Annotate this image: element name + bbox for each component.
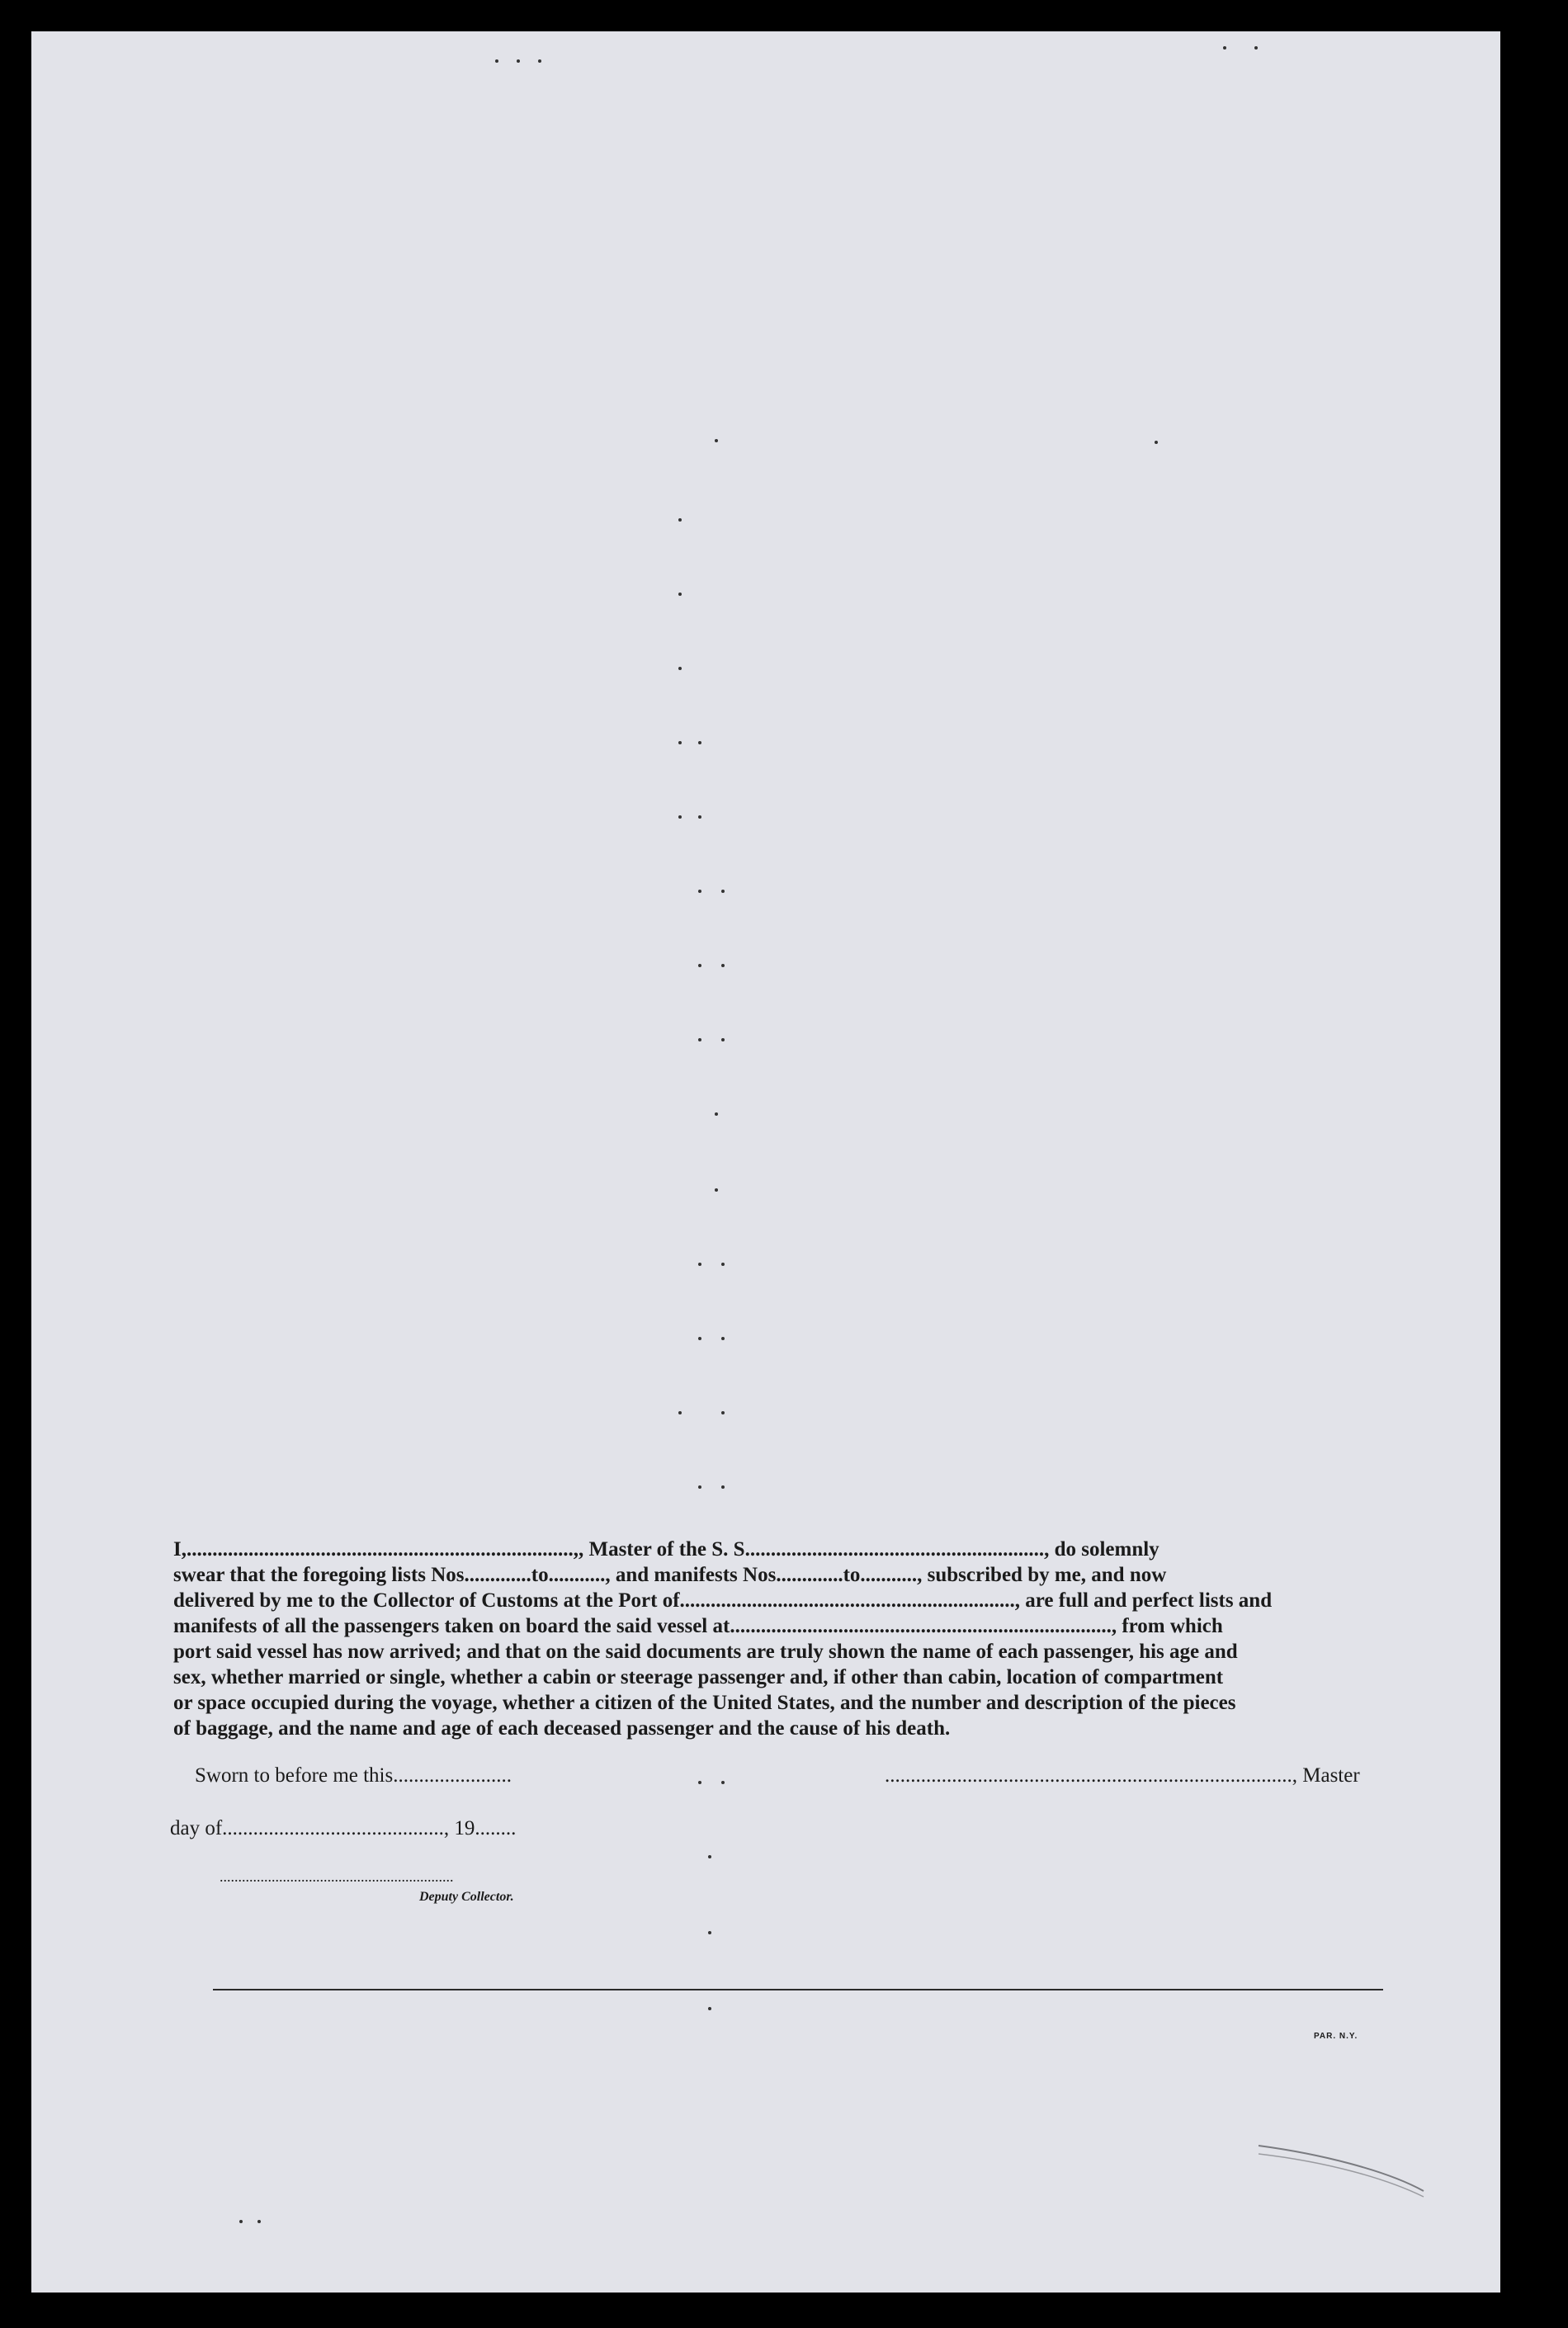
- master-signature-line: ..............................................................................., Master: [885, 1764, 1360, 1787]
- oath-line: or space occupied during the voyage, whether a citizen of the United States, and the number and description of the pieces: [173, 1692, 1236, 1714]
- printer-mark: PAR. N.Y.: [1314, 2032, 1358, 2041]
- sworn-before-line: Sworn to before me this.......................: [195, 1764, 512, 1787]
- oath-line: sex, whether married or single, whether a cabin or steerage passenger and, if other than cabin, location of compartment: [173, 1666, 1224, 1688]
- document-page: [31, 31, 1500, 2293]
- oath-line: swear that the foregoing lists Nos.............to..........., and manifests Nos.............to..........., subscribed by me, and now: [173, 1564, 1167, 1586]
- pen-stroke: [1254, 2129, 1436, 2203]
- horizontal-rule: [213, 1989, 1383, 1990]
- oath-line: of baggage, and the name and age of each deceased passenger and the cause of his death.: [173, 1717, 951, 1740]
- oath-line: port said vessel has now arrived; and that on the said documents are truly shown the name of each passenger, his age and: [173, 1641, 1238, 1663]
- deputy-collector-label: Deputy Collector.: [419, 1890, 514, 1904]
- day-of-line: day of..........................................., 19........: [170, 1817, 517, 1839]
- deputy-signature-line: ...............................................................: [220, 1868, 454, 1885]
- oath-line: manifests of all the passengers taken on board the said vessel at.........................................................................., from which: [173, 1615, 1223, 1637]
- oath-line: delivered by me to the Collector of Customs at the Port of................................................................., are full and perfect lists and: [173, 1589, 1273, 1612]
- oath-line: I,...........................................................................,, Master of the S. S.........................................................., do solemnly: [173, 1538, 1159, 1561]
- oath-paragraph: [173, 1537, 1391, 1741]
